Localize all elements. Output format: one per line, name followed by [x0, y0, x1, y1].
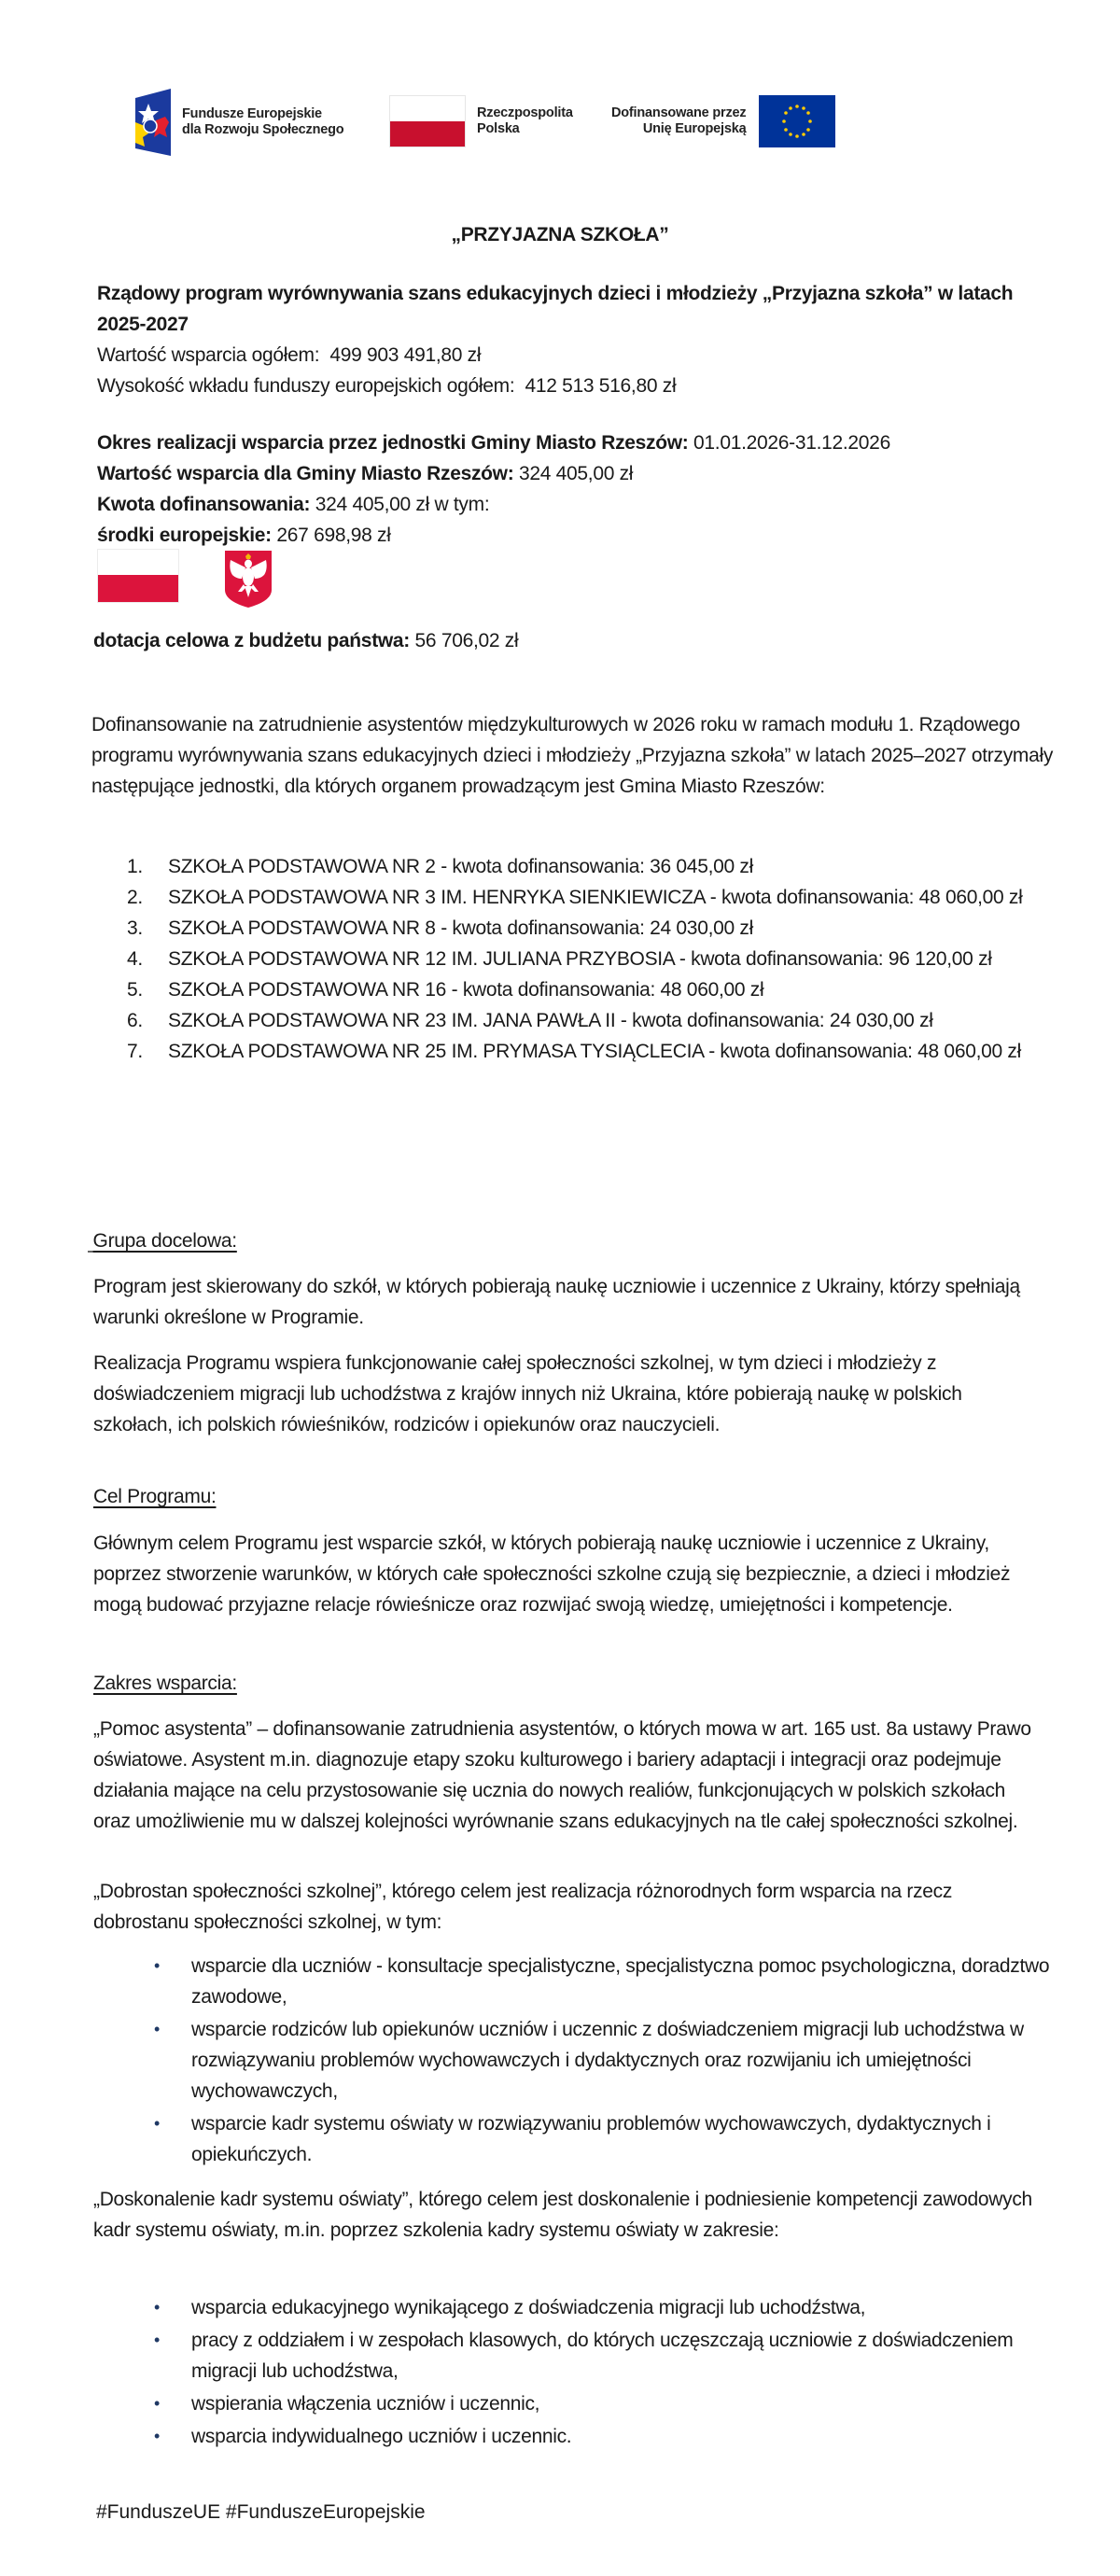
list-item [121, 1005, 1045, 1036]
school-entry: SZKOŁA PODSTAWOWA NR 3 IM. HENRYKA SIENKIEWICZA - kwota dofinansowania: 48 060,00 zł [168, 887, 1023, 908]
total-value-label: Wartość wsparcia ogółem: [97, 344, 320, 366]
eu-cofinanced-logo [611, 95, 835, 147]
list-number: 3. [127, 917, 143, 939]
fe-logo-line2: dla Rozwoju Społecznego [182, 122, 344, 137]
list-item [121, 851, 1045, 882]
list-item [121, 1036, 1045, 1067]
list-number: 4. [127, 948, 143, 970]
rp-logo-line1: Rzeczpospolita [477, 105, 573, 120]
total-value: 499 903 491,80 zł [329, 344, 482, 366]
list-number: 6. [127, 1010, 143, 1031]
program-goal-heading: Cel Programu: [93, 1486, 217, 1507]
cofinance-row [97, 489, 1040, 520]
intro-paragraph: Dofinansowanie na zatrudnienie asystentów międzykulturowych w 2026 roku w ramach modułu 1. Rządowego programu wyrównywania szans edukacyjnych dzieci i młodzieży „Przyjazna szkoła” w latach 2025–2027 otrzymały następujące jednostki, dla których organem prowadzącym jest Gmina Miasto Rzeszów: [91, 714, 1054, 797]
target-group-paragraph-2: Realizacja Programu wspiera funkcjonowanie całej społeczności szkolnej, w tym dzieci i młodzieży z doświadczeniem migracji lub uchodźstwa z krajów innych niż Ukraina, które pobierają naukę w polskich szkołach, ich polskich rówieśników, rodziców i opiekunów oraz nauczycieli. [93, 1352, 962, 1435]
state-grant-row [93, 625, 1036, 656]
wellbeing-bullet-list [154, 1951, 1050, 2172]
ue-logo-line2: Unię Europejską [642, 121, 747, 136]
bullet-text: wsparcia indywidualnego uczniów i uczennic. [191, 2426, 572, 2447]
school-entry: SZKOŁA PODSTAWOWA NR 23 IM. JANA PAWŁA II - kwota dofinansowania: 24 030,00 zł [168, 1010, 933, 1031]
total-value-row [97, 340, 1040, 371]
list-item [154, 1951, 1050, 2012]
bullet-icon: • [154, 2331, 161, 2349]
program-summary [97, 278, 1040, 401]
bullet-icon: • [154, 2394, 161, 2413]
bullet-icon: • [154, 2427, 161, 2445]
program-goal-paragraph: Głównym celem Programu jest wsparcie szkół, w których pobierają naukę uczniowie i uczennice z Ukrainy, poprzez stworzenie warunków, w których całe społeczności szkolne czują się bezpiecznie, a dzieci i młodzież mogą budować przyjazne relacje rówieśnicze oraz rozwijać swoją wiedzę, umiejętności i kompetencje. [93, 1533, 1011, 1616]
list-item [121, 974, 1045, 1005]
bullet-icon: • [154, 2020, 161, 2038]
rp-logo-line2: Polska [477, 121, 520, 136]
logo-bar [135, 84, 854, 159]
staff-development-bullet-list [154, 2292, 1050, 2454]
polish-eagle-emblem-icon [223, 549, 273, 609]
cofinance-value: 324 405,00 zł w tym: [315, 494, 490, 515]
school-entry: SZKOŁA PODSTAWOWA NR 16 - kwota dofinansowania: 48 060,00 zł [168, 979, 764, 1001]
cofinance-label: Kwota dofinansowania: [97, 494, 311, 515]
list-number: 2. [127, 887, 143, 908]
bullet-text: wspierania włączenia uczniów i uczennic, [191, 2393, 540, 2415]
rzeszow-value-label: Wartość wsparcia dla Gminy Miasto Rzeszów: [97, 463, 514, 484]
target-group-paragraph-1: Program jest skierowany do szkół, w których pobierają naukę uczniowie i uczennice z Ukrainy, którzy spełniają warunki określone w Programie. [93, 1276, 1020, 1328]
school-entry: SZKOŁA PODSTAWOWA NR 25 IM. PRYMASA TYSIĄCLECIA - kwota dofinansowania: 48 060,00 zł [168, 1041, 1021, 1062]
fe-logo-line1: Fundusze Europejskie [182, 106, 322, 121]
list-item [121, 882, 1045, 913]
bullet-icon: • [154, 2114, 161, 2133]
list-item [121, 913, 1045, 944]
page-title: „PRZYJAZNA SZKOŁA” [451, 224, 669, 245]
fe-star-logo-icon [135, 89, 171, 156]
period-value: 01.01.2026-31.12.2026 [693, 432, 890, 454]
list-item [154, 2108, 1050, 2170]
list-number: 7. [127, 1041, 143, 1062]
target-group-heading-text: Grupa docelowa: [92, 1230, 237, 1252]
list-number: 5. [127, 979, 143, 1001]
list-item [154, 2421, 1050, 2452]
target-group-heading [88, 1228, 237, 1254]
staff-development-paragraph: „Doskonalenie kadr systemu oświaty”, którego celem jest doskonalenie i podniesienie kompetencji zawodowych kadr systemu oświaty, m.in. poprzez szkolenia kadry systemu oświaty w zakresie: [93, 2189, 1032, 2241]
polish-flag-icon [389, 95, 466, 147]
bullet-text: wsparcie dla uczniów - konsultacje specjalistyczne, specjalistyczna pomoc psychologiczna, doradztwo zawodowe, [191, 1955, 1050, 2008]
eu-contribution-row [97, 371, 1040, 401]
list-item [154, 2325, 1050, 2387]
schools-list [121, 851, 1045, 1067]
bullet-icon: • [154, 2298, 161, 2317]
assistant-help-paragraph: „Pomoc asystenta” – dofinansowanie zatrudnienia asystentów, o których mowa w art. 165 ust. 8a ustawy Prawo oświatowe. Asystent m.in. diagnozuje etapy szoku kulturowego i bariery adaptacji i integracji oraz podejmuje działania mające na celu przystosowanie się ucznia do nowych realiów, funkcjonujących w polskich szkołach oraz umożliwienie mu w dalszej kolejności wyrównanie szans edukacyjnych na tle całej społeczności szkolnej. [93, 1718, 1031, 1832]
eu-contribution-value: 412 513 516,80 zł [525, 375, 677, 397]
polish-flag-icon [97, 549, 179, 603]
wellbeing-paragraph: „Dobrostan społeczności szkolnej”, którego celem jest realizacja różnorodnych form wsparcia na rzecz dobrostanu społeczności szkolnej, w tym: [93, 1881, 953, 1933]
state-grant-value: 56 706,02 zł [414, 630, 519, 651]
rzeczpospolita-polska-logo [389, 95, 573, 147]
rzeszow-details [97, 427, 1040, 551]
bullet-text: pracy z oddziałem i w zespołach klasowych, do których uczęszczają uczniowie z doświadczeniem migracji lub uchodźstwa, [191, 2330, 1014, 2382]
school-entry: SZKOŁA PODSTAWOWA NR 8 - kwota dofinansowania: 24 030,00 zł [168, 917, 753, 939]
list-item [154, 2388, 1050, 2419]
support-scope-heading: Zakres wsparcia: [93, 1673, 237, 1694]
program-heading: Rządowy program wyrównywania szans edukacyjnych dzieci i młodzieży „Przyjazna szkoła” w latach 2025-2027 [97, 283, 1014, 335]
state-grant-label: dotacja celowa z budżetu państwa: [93, 630, 410, 651]
bullet-text: wsparcie kadr systemu oświaty w rozwiązywaniu problemów wychowawczych, dydaktycznych i opiekuńczych. [191, 2113, 991, 2165]
bullet-icon: • [154, 1956, 161, 1975]
period-row [97, 427, 1040, 458]
eu-funds-label: środki europejskie: [97, 525, 272, 546]
list-item [154, 2014, 1050, 2107]
fundusze-europejskie-logo [135, 89, 343, 156]
bullet-text: wsparcia edukacyjnego wynikającego z doświadczenia migracji lub uchodźstwa, [191, 2297, 866, 2318]
eu-flag-icon [759, 95, 835, 147]
list-number: 1. [127, 856, 143, 877]
rzeszow-value-row [97, 458, 1040, 489]
period-label: Okres realizacji wsparcia przez jednostki Gminy Miasto Rzeszów: [97, 432, 689, 454]
eu-funds-value: 267 698,98 zł [276, 525, 391, 546]
hashtags: #FunduszeUE #FunduszeEuropejskie [96, 2501, 426, 2523]
eu-funds-row [97, 520, 1040, 551]
ue-logo-line1: Dofinansowane przez [611, 105, 747, 120]
school-entry: SZKOŁA PODSTAWOWA NR 2 - kwota dofinansowania: 36 045,00 zł [168, 856, 753, 877]
school-entry: SZKOŁA PODSTAWOWA NR 12 IM. JULIANA PRZYBOSIA - kwota dofinansowania: 96 120,00 zł [168, 948, 992, 970]
state-symbols [97, 549, 273, 609]
list-item [121, 944, 1045, 974]
bullet-text: wsparcie rodziców lub opiekunów uczniów i uczennic z doświadczeniem migracji lub uchodźstwa w rozwiązywaniu problemów wychowawczych i dydaktycznych oraz rozwijaniu ich umiejętności wychowawczych, [191, 2019, 1024, 2102]
rzeszow-value: 324 405,00 zł [518, 463, 634, 484]
list-item [154, 2292, 1050, 2323]
eu-contribution-label: Wysokość wkładu funduszy europejskich ogółem: [97, 375, 515, 397]
